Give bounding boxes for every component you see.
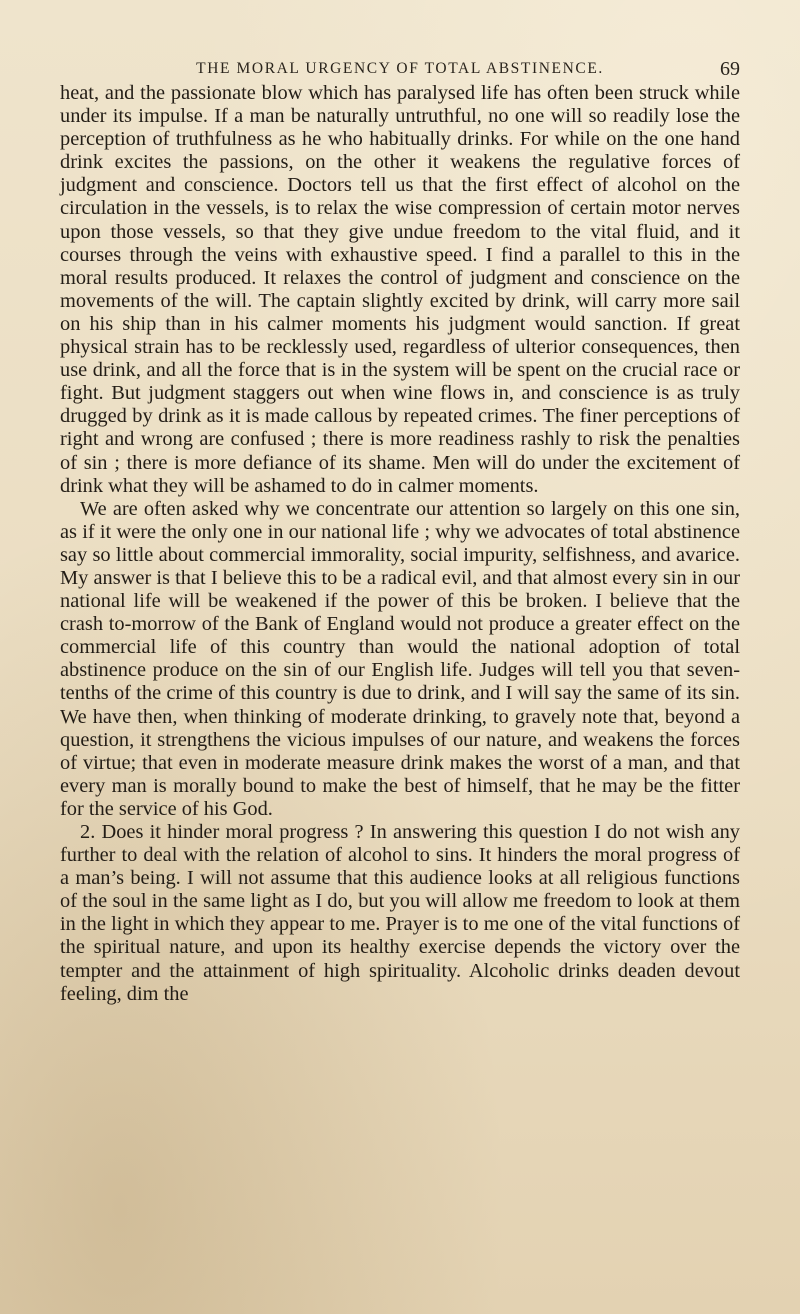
paragraph-continuation: heat, and the passionate blow which has paralysed life has often been struck while under its impulse. If a man be naturally untruthful, no one will so readily lose the perception of truthfulness as he who habitually drinks. For while on the one hand drink excites the passions, on the other it weakens the regulative forces of judgment and conscience. Doctors tell us that the first effect of alcohol on the circulation in the vessels, is to relax the wise compression of certain motor nerves upon those vessels, so that they give undue freedom to the vital fluid, and it courses through the veins with exhaustive speed. I find a parallel to this in the moral results produced. It relaxes the control of judgment and conscience on the movements of the will. The captain slightly excited by drink, will carry more sail on his ship than in his calmer moments his judgment would sanction. If great physical strain has to be recklessly used, regardless of ulterior consequences, then use drink, and all the force that is in the system will be spent on the crucial race or fight. But judgment staggers out when wine flows in, and conscience is as truly drugged by drink as it is made callous by repeated crimes. The finer perceptions of right and wrong are confused ; there is more readiness rashly to risk the penalties of sin ; there is more defiance of its shame. Men will do under the excitement of drink what they will be ashamed to do in calmer moments. [60,82,740,497]
page-header [60,58,740,82]
paragraph-moral-progress: 2. Does it hinder moral progress ? In answering this question I do not wish any further to deal with the relation of alcohol to sins. It hinders the moral progress of a man’s being. I will not assume that this audience looks at all religious functions of the soul in the same light as I do, but you will allow me freedom to look at them in the light in which they appear to me. Prayer is to me one of the vital functions of the spiritual nature, and upon its healthy exercise depends the victory over the tempter and the attainment of high spirituality. Alcoholic drinks deaden devout feeling, dim the [60,821,740,1005]
body-text [60,82,740,1006]
running-head: THE MORAL URGENCY OF TOTAL ABSTINENCE. [196,60,604,77]
page-number: 69 [720,58,740,80]
paragraph-concentration: We are often asked why we concentrate our attention so largely on this one sin, as if it were the only one in our national life ; why we advocates of total abstinence say so little about commercial immorality, social impurity, selfishness, and avarice. My answer is that I believe this to be a radical evil, and that almost every sin in our national life will be weakened if the power of this be broken. I believe that the crash to-morrow of the Bank of England would not produce a greater effect on the commercial life of this country than would the national adoption of total abstinence produce on the sin of our English life. Judges will tell you that seven-tenths of the crime of this country is due to drink, and I will say the same of its sin. We have then, when thinking of moderate drinking, to gravely note that, beyond a question, it strengthens the vicious impulses of our nature, and weakens the forces of virtue; that even in moderate measure drink makes the worst of a man, and that every man is morally bound to make the best of himself, that he may be the fitter for the service of his God. [60,497,740,820]
